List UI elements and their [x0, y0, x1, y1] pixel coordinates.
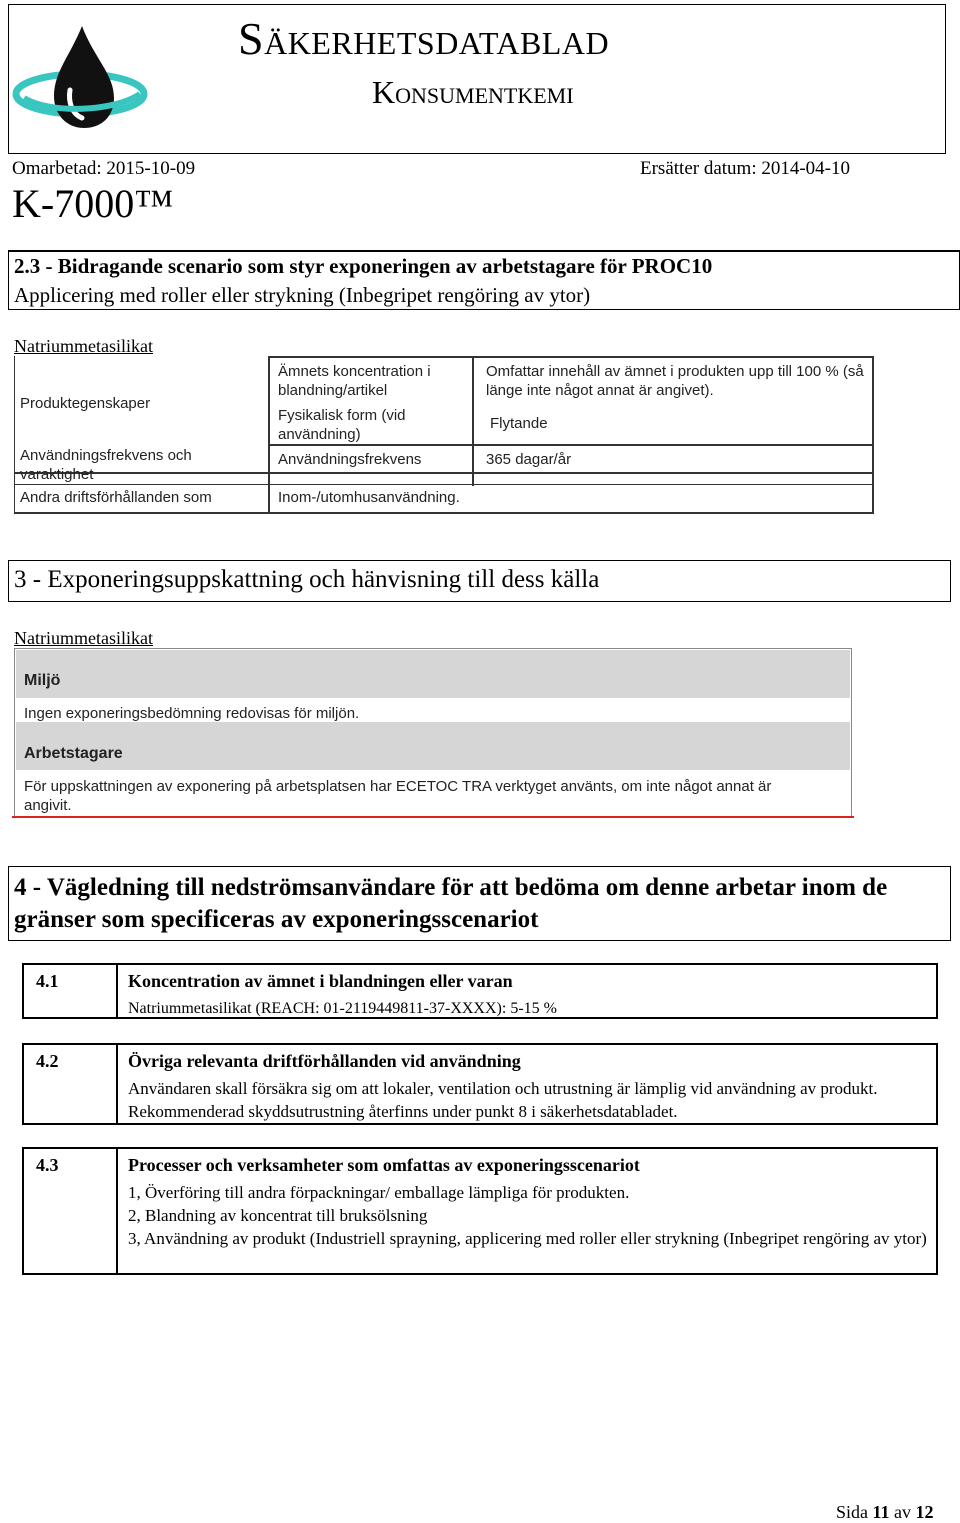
document-subtitle: Konsumentkemi [372, 74, 574, 110]
table-cell: Omfattar innehåll av ämnet i produkten upp till 100 % (så länge inte något annat är angivet). [486, 363, 864, 399]
product-name: K-7000™ [12, 181, 174, 226]
process-line: 2, Blandning av koncentrat till bruksölsning [128, 1206, 428, 1225]
revised-date: Omarbetad: 2015-10-09 [12, 158, 196, 179]
page-number [836, 1502, 934, 1523]
subsection-4-3 [22, 1147, 938, 1275]
page-current: 11 [872, 1502, 890, 1522]
conditions-table [14, 356, 874, 514]
company-logo-icon [10, 20, 155, 132]
page-word: Sida [836, 1502, 869, 1522]
worker-text-cont: angivit. [24, 797, 72, 814]
table-cell: Produktegenskaper [20, 395, 151, 412]
subsection-4-2 [22, 1043, 938, 1125]
table-cell: 365 dagar/år [486, 451, 572, 468]
replaces-date: Ersätter datum: 2014-04-10 [640, 158, 851, 179]
section-4-title: 4 - Vägledning till nedströmsanvändare för att bedöma om denne arbetar inom de gränser som specificeras av exponeringsscenariot [14, 874, 888, 933]
table-cell: Flytande [490, 415, 548, 432]
table-cell: Ämnets koncentration i blandning/artikel [278, 363, 431, 399]
document-title: Säkerhetsdatablad [238, 13, 610, 64]
substance-label: Natriummetasilikat [14, 628, 153, 648]
subsection-body: Natriummetasilikat (REACH: 01-2119449811-37-XXXX): 5-15 % [128, 1000, 557, 1017]
subsection-body: Användaren skall försäkra sig om att lokaler, ventilation och utrustning är lämplig vid användning av produkt. Rekommenderad skyddsutrustning återfinns under punkt 8 i säkerhetsdatabladet. [128, 1079, 878, 1121]
table-cell: Andra driftsförhållanden som [20, 489, 212, 506]
substance-label: Natriummetasilikat [14, 336, 153, 356]
table-cell: Användningsfrekvens och varaktighet [20, 447, 192, 483]
subsection-number: 4.3 [36, 1155, 59, 1175]
env-text: Ingen exponeringsbedömning redovisas för miljön. [24, 705, 360, 722]
section-2-3-title: 2.3 - Bidragande scenario som styr exponeringen av arbetstagare för PROC10 [14, 254, 713, 278]
table-cell: Inom-/utomhusanvändning. [278, 489, 460, 506]
table-cell: Fysikalisk form (vid användning) [278, 407, 406, 443]
page-total: 12 [915, 1502, 934, 1522]
process-line: 3, Användning av produkt (Industriell sprayning, applicering med roller eller strykning (Inbegripet rengöring av ytor) [128, 1229, 927, 1248]
subsection-4-1 [22, 963, 938, 1019]
env-heading: Miljö [24, 672, 61, 689]
process-line: 1, Överföring till andra förpackningar/ emballage lämpliga för produkten. [128, 1183, 630, 1202]
section-3-title: 3 - Exponeringsuppskattning och hänvisning till dess källa [14, 566, 600, 593]
table-cell: Användningsfrekvens [278, 451, 422, 468]
subsection-body [128, 1181, 928, 1250]
subsection-heading: Processer och verksamheter som omfattas av exponeringsscenariot [128, 1155, 640, 1175]
exposure-table [14, 648, 854, 820]
subsection-number: 4.1 [36, 971, 59, 991]
worker-heading: Arbetstagare [24, 745, 123, 762]
subsection-heading: Koncentration av ämnet i blandningen eller varan [128, 971, 513, 991]
subsection-number: 4.2 [36, 1051, 59, 1071]
worker-text: För uppskattningen av exponering på arbetsplatsen har ECETOC TRA verktyget använts, om inte något annat är [24, 778, 772, 795]
section-2-3-subtitle: Applicering med roller eller strykning (Inbegripet rengöring av ytor) [14, 283, 591, 307]
subsection-heading: Övriga relevanta driftförhållanden vid användning [128, 1051, 521, 1071]
page-of: av [894, 1502, 912, 1522]
